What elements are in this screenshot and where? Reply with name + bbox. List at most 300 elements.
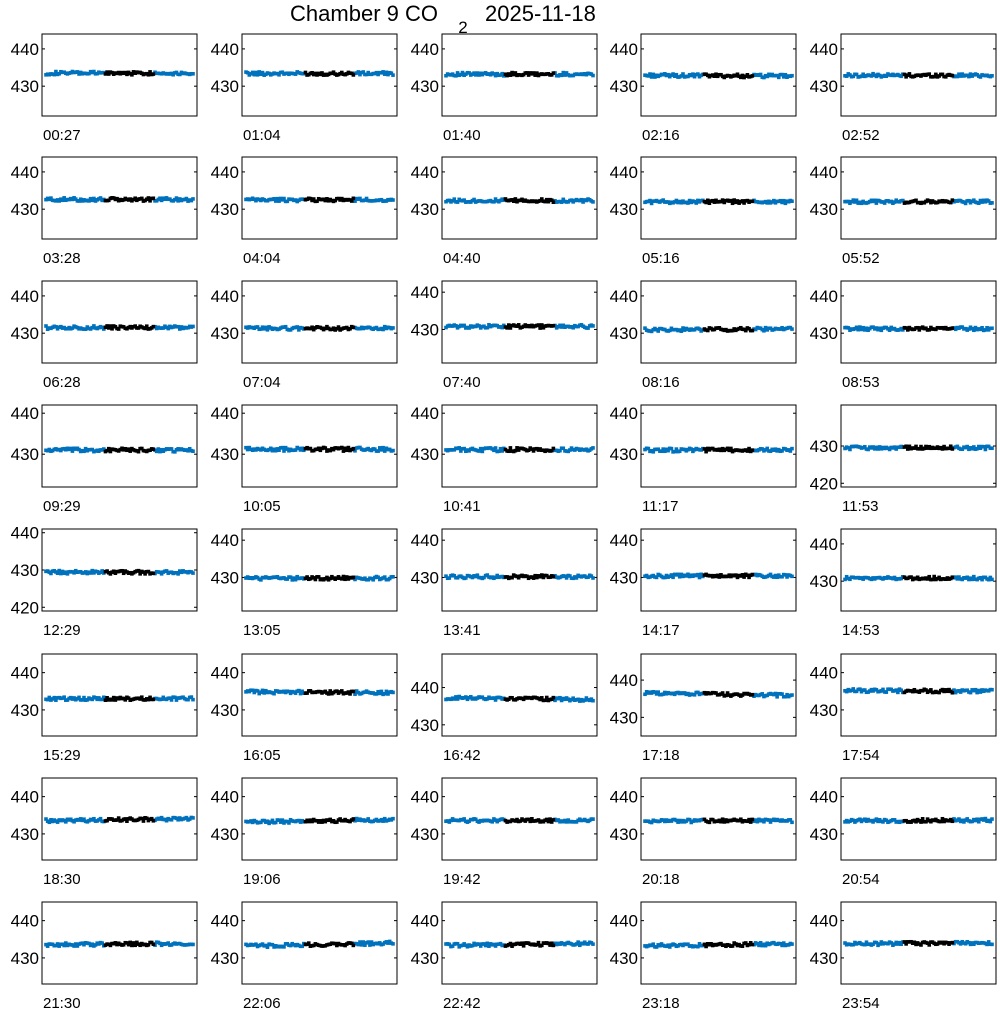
fit-point [951,819,955,823]
y-tick-label: 440 [410,531,439,551]
fit-point [751,693,755,697]
panel-axes-frame [841,281,996,363]
fit-point [152,571,156,575]
panel-time-label: 06:28 [43,374,81,391]
fit-point [951,691,955,695]
fit-point [552,575,556,579]
fit-point [729,447,733,451]
fit-window-series [903,72,954,79]
figure-title [290,1,596,37]
fit-point [152,325,156,329]
panel-time-label: 05:16 [642,250,680,267]
panel-1605 [211,654,397,764]
fit-window-series [104,569,155,576]
y-tick-label: 430 [609,708,638,728]
fit-window-series [104,70,155,77]
data-point [790,447,794,451]
fit-point [352,690,356,694]
y-tick-label: 430 [210,700,239,720]
data-point [391,817,395,821]
y-tick-label: 430 [809,200,838,220]
data-point [191,816,195,820]
panel-axes-frame [841,654,996,736]
y-tick-label: 440 [10,523,39,543]
y-tick-label: 430 [210,324,239,344]
panel-time-label: 19:42 [443,871,481,888]
y-tick-label: 440 [410,283,439,303]
y-tick-label: 440 [10,663,39,683]
y-tick-label: 440 [10,911,39,931]
y-tick-label: 430 [410,948,439,968]
fit-point [352,73,356,77]
panel-time-label: 05:52 [842,250,880,267]
y-tick-label: 430 [410,568,439,588]
panel-time-label: 04:04 [243,250,281,267]
data-point [191,72,195,76]
data-point [790,199,794,203]
y-tick-label: 430 [210,77,239,97]
y-tick-label: 430 [10,561,39,580]
panel-0853 [810,281,996,391]
fit-window-series [504,817,555,824]
panel-axes-frame [841,529,996,611]
data-point [990,578,994,582]
panel-2354 [810,902,996,1012]
fit-point [552,71,556,75]
data-point [670,447,674,451]
panel-1642 [411,654,597,764]
fit-point [307,941,311,945]
panel-time-label: 22:42 [443,995,481,1012]
fit-point [352,447,356,451]
panel-0404 [211,157,397,267]
y-tick-label: 440 [809,663,838,683]
fit-window-series [504,323,555,330]
panel-1005 [211,404,397,515]
fit-point [507,449,511,453]
data-point [191,571,195,575]
data-point [591,200,595,204]
fit-window-series [903,940,954,947]
y-tick-label: 440 [410,162,439,182]
y-tick-label: 430 [210,200,239,220]
panel-axes-frame [242,529,397,611]
data-point [52,73,56,77]
data-point [762,329,766,333]
y-tick-label: 430 [10,200,39,220]
y-tick-label: 440 [210,531,239,551]
y-tick-label: 430 [210,824,239,844]
panel-2318 [610,902,796,1012]
panel-axes-frame [442,281,597,363]
fit-point [538,326,542,330]
fit-window-series [304,941,355,948]
panel-0440 [411,157,597,267]
panel-time-label: 19:06 [243,871,281,888]
panel-time-label: 01:40 [443,127,481,144]
y-tick-label: 440 [609,787,638,807]
y-tick-label: 430 [809,77,838,97]
y-tick-label: 430 [10,948,39,968]
panel-axes-frame [42,405,197,487]
y-tick-label: 430 [10,445,39,465]
data-point [391,575,395,579]
panel-axes-frame [641,157,796,239]
y-tick-label: 430 [410,824,439,844]
y-tick-label: 430 [410,320,439,340]
data-point [990,688,994,692]
fit-point [352,326,356,330]
panel-time-label: 02:16 [642,127,680,144]
panel-0252 [810,34,996,144]
fit-window-series [304,689,355,696]
panel-time-label: 07:04 [243,374,281,391]
panel-time-label: 14:53 [842,622,880,639]
fit-point [509,446,513,450]
panel-0929 [11,404,197,515]
panel-time-label: 13:41 [443,622,481,639]
panel-axes-frame [42,281,197,363]
fit-window-series [304,817,355,824]
y-tick-label: 430 [10,700,39,720]
data-point [191,325,195,329]
panel-2242 [411,902,597,1012]
y-tick-label: 440 [609,671,638,691]
fit-point [751,573,755,577]
data-point [990,446,994,450]
fit-point [951,447,955,451]
fit-window-series [504,71,555,78]
y-tick-label: 440 [410,39,439,59]
data-point [457,446,461,450]
panel-time-label: 02:52 [842,127,880,144]
fit-point [751,818,755,822]
y-tick-label: 430 [809,572,838,592]
panel-1417 [610,529,796,639]
panel-1229 [11,524,197,639]
panel-time-label: 22:06 [243,995,281,1012]
fit-point [537,323,541,327]
fit-point [152,942,156,946]
y-tick-label: 440 [609,404,638,424]
fit-window-series [703,817,754,824]
fit-point [152,819,156,823]
fit-point [152,196,156,200]
panel-time-label: 07:40 [443,374,481,391]
panel-time-label: 15:29 [43,747,81,764]
data-point [44,324,48,328]
panel-time-label: 08:16 [642,374,680,391]
data-point [790,327,794,331]
y-tick-label: 430 [210,948,239,968]
fit-point [951,198,955,202]
fit-point [751,943,755,947]
panel-2130 [11,902,197,1012]
panel-time-label: 23:18 [642,995,680,1012]
y-tick-label: 420 [10,598,39,618]
y-tick-label: 440 [410,678,439,698]
data-point [896,691,900,695]
panel-axes-frame [641,405,796,487]
panel-time-label: 09:29 [43,498,81,515]
fit-point [152,447,156,451]
fit-point [951,326,955,330]
panel-0628 [11,281,197,391]
panel-time-label: 14:17 [642,622,680,639]
panel-0704 [211,281,397,391]
panel-axes-frame [641,529,796,611]
fit-window-series [903,817,954,824]
data-point [287,821,291,825]
fit-window-series [703,326,754,333]
y-tick-label: 440 [10,787,39,807]
data-point [990,817,994,821]
y-tick-label: 440 [809,534,838,554]
fit-window-series [304,575,355,582]
fit-point [751,329,755,333]
fit-window-series [104,816,155,823]
fit-window-series [304,325,355,332]
data-point [774,692,778,696]
fit-window-series [903,325,954,331]
fit-window-series [703,691,754,698]
fit-point [537,941,541,945]
panel-time-label: 18:30 [43,871,81,888]
fit-window-series [903,688,954,695]
data-point [494,446,498,450]
panel-time-label: 11:53 [842,498,879,515]
y-tick-label: 430 [10,77,39,97]
y-tick-label: 440 [809,39,838,59]
fit-window-series [504,573,555,580]
y-tick-label: 430 [210,568,239,588]
panel-time-label: 01:04 [243,127,281,144]
panel-axes-frame [242,281,397,363]
title-subscript: 2 [458,18,468,37]
panel-time-label: 16:42 [443,747,481,764]
panel-time-label: 16:05 [243,747,281,764]
y-tick-label: 430 [809,824,838,844]
fit-point [137,569,141,573]
fit-window-series [104,324,155,331]
y-tick-label: 430 [609,77,638,97]
panel-axes-frame [841,157,996,239]
data-point [576,940,580,944]
y-tick-label: 440 [10,162,39,182]
fit-window-series [703,198,754,205]
y-tick-label: 430 [609,948,638,968]
fit-point [951,74,955,78]
panel-axes-frame [42,654,197,736]
fit-point [751,448,755,452]
panel-axes-frame [641,281,796,363]
fit-window-series [304,446,355,453]
panel-0216 [610,34,796,144]
panel-1117 [610,404,796,515]
fit-window-series [104,941,155,948]
fit-point [352,197,356,201]
fit-window-series [903,444,954,450]
fit-window-series [504,696,555,703]
fit-window-series [304,197,355,204]
fit-point [919,820,923,824]
panel-2054 [810,778,996,888]
y-tick-label: 430 [10,324,39,344]
y-tick-label: 440 [210,162,239,182]
panel-time-label: 10:05 [243,498,281,515]
y-tick-label: 430 [809,437,838,456]
panel-time-label: 11:17 [642,498,679,515]
fit-window-series [504,941,555,948]
panel-time-label: 20:54 [842,871,880,888]
panel-0516 [610,157,796,267]
panel-0027 [11,34,197,144]
panel-1906 [211,778,397,888]
y-tick-label: 440 [210,663,239,683]
panel-time-label: 12:29 [43,622,81,639]
y-tick-label: 430 [410,77,439,97]
y-tick-label: 440 [609,911,638,931]
panel-1754 [810,654,996,764]
y-tick-label: 440 [809,286,838,306]
panel-time-label: 10:41 [443,498,481,515]
fit-point [552,447,556,451]
fit-window-series [304,70,355,77]
fit-window-series [703,447,754,454]
y-tick-label: 430 [210,445,239,465]
data-point [698,576,702,580]
data-point [680,329,684,333]
y-tick-label: 440 [10,404,39,424]
panel-time-label: 21:30 [43,995,81,1012]
fit-point [152,72,156,76]
y-tick-label: 420 [809,474,838,494]
data-point [391,691,395,695]
y-tick-label: 430 [609,568,638,588]
data-point [790,942,794,946]
data-point [281,446,285,450]
y-tick-label: 440 [809,162,838,182]
data-point [790,74,794,78]
y-tick-label: 440 [210,787,239,807]
data-point [591,942,595,946]
fit-window-series [703,573,754,580]
data-point [391,73,395,77]
data-point [591,699,595,703]
fit-point [552,696,556,700]
y-tick-label: 440 [609,39,638,59]
data-point [391,942,395,946]
fit-point [352,576,356,580]
y-tick-label: 440 [210,911,239,931]
fit-point [340,446,344,450]
data-point [591,446,595,450]
panel-time-label: 04:40 [443,250,481,267]
y-tick-label: 440 [809,911,838,931]
fit-point [751,200,755,204]
fit-point [552,324,556,328]
data-point [381,446,385,450]
panel-time-label: 13:05 [243,622,281,639]
fit-window-series [903,575,954,582]
panel-0328 [11,157,197,267]
fit-window-series [703,72,754,79]
data-point [391,326,395,330]
data-point [391,449,395,453]
y-tick-label: 440 [410,911,439,931]
data-point [591,817,595,821]
title-date: 2025-11-18 [485,1,596,26]
panel-axes-frame [442,529,597,611]
fit-point [704,450,708,454]
panel-1041 [411,404,597,515]
panel-1529 [11,654,197,764]
data-point [790,693,794,697]
y-tick-label: 440 [410,787,439,807]
y-tick-label: 440 [410,404,439,424]
data-point [984,448,988,452]
data-point [990,943,994,947]
y-tick-label: 440 [210,39,239,59]
fit-point [552,200,556,204]
y-tick-label: 430 [609,324,638,344]
data-point [191,943,195,947]
data-point [990,201,994,205]
title-main: Chamber 9 CO [290,1,438,26]
fit-point [751,74,755,78]
data-point [391,198,395,202]
panel-time-label: 03:28 [43,250,81,267]
panel-0552 [810,157,996,267]
panel-1453 [810,529,996,639]
panel-0104 [211,34,397,144]
panel-axes-frame [442,405,597,487]
data-point [990,326,994,330]
data-point [591,74,595,78]
y-tick-label: 430 [10,824,39,844]
data-point [790,575,794,579]
fit-window-series [504,446,555,453]
panel-0740 [411,281,597,391]
data-point [191,698,195,702]
panel-time-label: 23:54 [842,995,880,1012]
panel-time-label: 17:18 [642,747,680,764]
panel-2018 [610,778,796,888]
fit-point [951,575,955,579]
fit-window-series [104,446,155,453]
fit-point [152,698,156,702]
y-tick-label: 440 [210,404,239,424]
data-point [191,449,195,453]
y-tick-label: 430 [809,324,838,344]
y-tick-label: 430 [809,948,838,968]
y-tick-label: 440 [809,787,838,807]
fit-window-series [504,197,555,204]
y-tick-label: 430 [609,200,638,220]
y-tick-label: 430 [609,445,638,465]
fit-window-series [104,695,155,702]
fit-point [731,201,735,205]
y-tick-label: 440 [609,531,638,551]
fit-window-series [104,196,155,203]
data-point [591,324,595,328]
fit-point [552,818,556,822]
panel-1341 [411,529,597,639]
data-point [376,449,380,453]
panel-time-label: 08:53 [842,374,880,391]
y-tick-label: 440 [609,162,638,182]
fit-window-series [703,941,754,948]
